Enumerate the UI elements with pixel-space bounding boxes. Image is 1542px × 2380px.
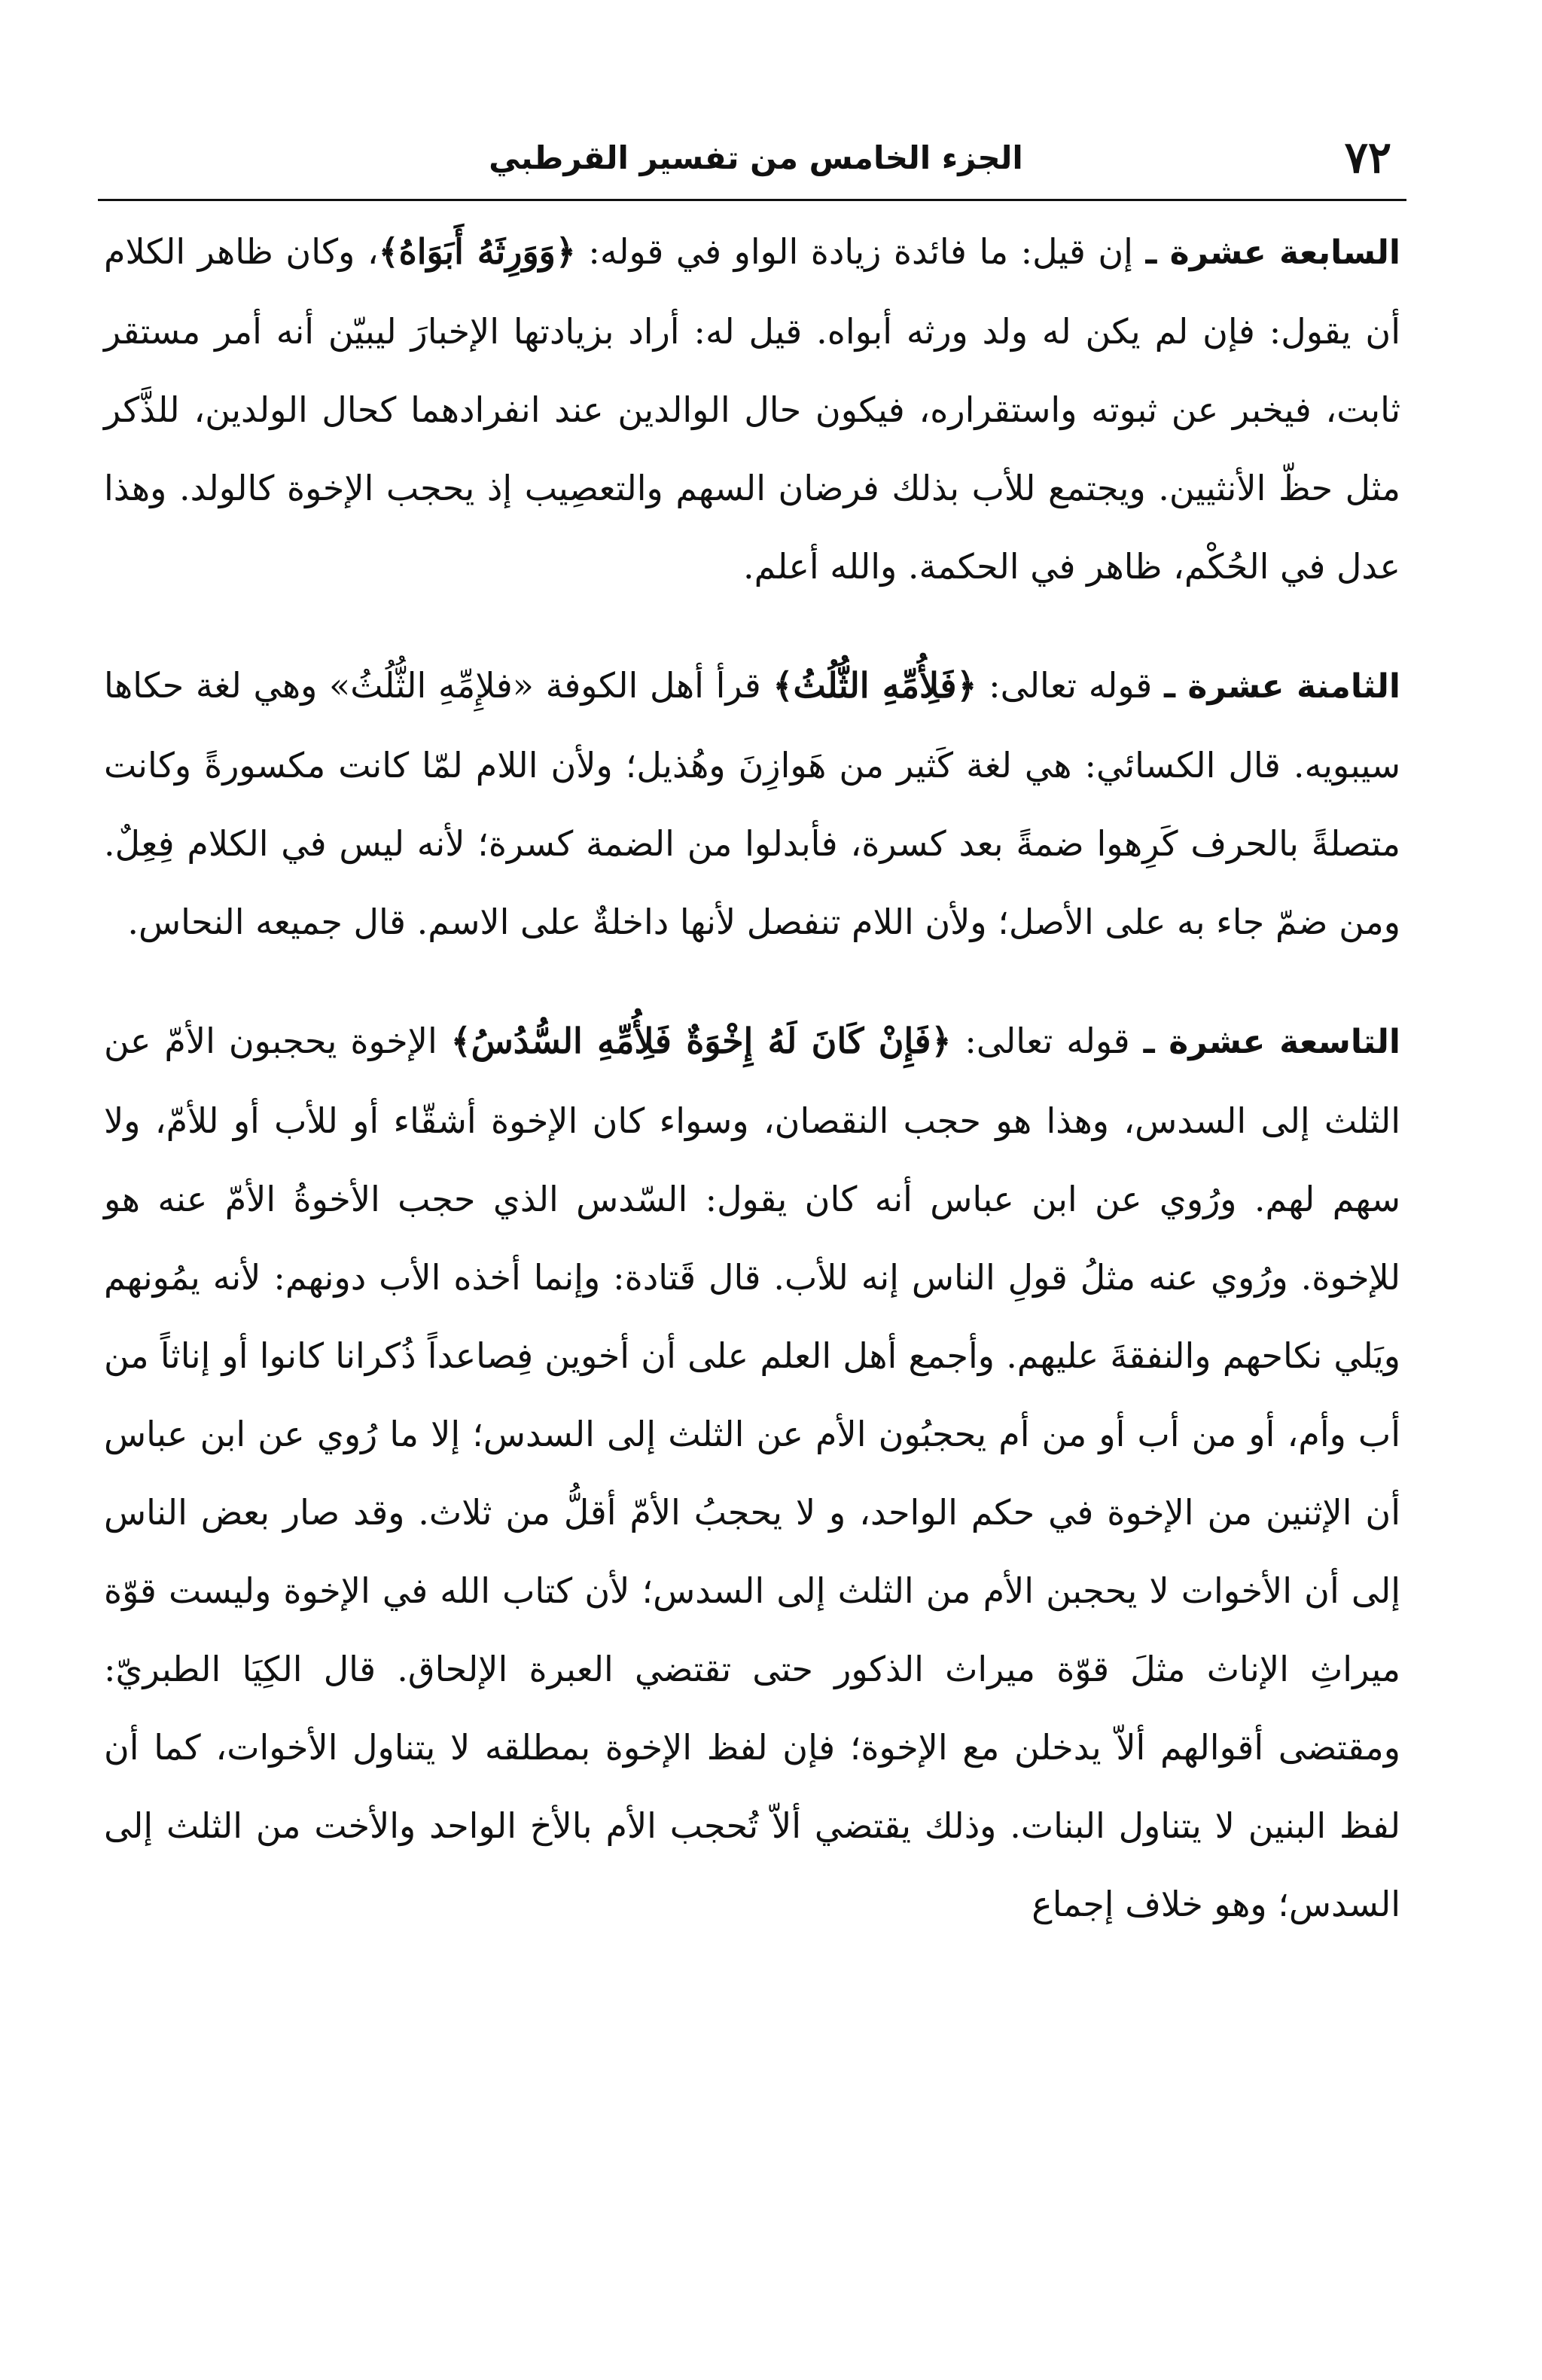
paragraph-text: إن قيل: ما فائدة زيادة الواو في قوله: — [575, 231, 1146, 272]
running-head: الجزء الخامس من تفسير القرطبي — [489, 139, 1023, 176]
section-label: التاسعة عشرة ـ — [1143, 1023, 1400, 1061]
section-label: الثامنة عشرة ـ — [1163, 667, 1401, 706]
section-label: السابعة عشرة ـ — [1145, 233, 1401, 272]
paragraph-text: قوله تعالى: — [977, 665, 1164, 706]
paragraph-eighteenth — [104, 646, 1400, 961]
page-header — [105, 132, 1406, 192]
quran-quote: ﴿فَلِأُمِّهِ الثُّلُثُ﴾ — [773, 665, 977, 706]
page-number: ٧٢ — [1344, 132, 1391, 183]
paragraph-nineteenth — [104, 1002, 1400, 1943]
paragraph-text: قوله تعالى: — [951, 1021, 1144, 1061]
paragraph-seventeenth — [104, 212, 1400, 606]
quran-quote: ﴿وَوَرِثَهُ أَبَوَاهُ﴾ — [378, 231, 576, 272]
paragraph-text: قرأ أهل الكوفة «فلإِمِّهِ الثُّلُثُ» وهي لغة حكاها سيبويه. قال الكسائي: هي لغة كَثير من هَوازِنَ وهُذيل؛ ولأن اللام لمّا كانت مكسورةً وكانت متصلةً بالحرف كَرِهوا ضمةً بعد كسرة، فأبدلوا من الضمة كسرة؛ لأنه ليس في الكلام فِعِلٌ. ومن ضمّ جاء به على الأصل؛ ولأن اللام تنفصل لأنها داخلةٌ على الاسم. قال جميعه النحاس. — [104, 665, 1400, 942]
paragraph-text: ، وكان ظاهر الكلام أن يقول: فإن لم يكن له ولد ورثه أبواه. قيل له: أراد بزيادتها الإخبارَ ليبيّن أنه أمر مستقر ثابت، فيخبر عن ثبوته واستقراره، فيكون حال الوالدين عند انفرادهما كحال الولدين، للذَّكر مثل حظّ الأنثيين. ويجتمع للأب بذلك فرضان السهم والتعصِيب إذ يحجب الإخوة كالولد. وهذا عدل في الحُكْم، ظاهر في الحكمة. والله أعلم. — [104, 231, 1400, 587]
quran-quote: ﴿فَإِنْ كَانَ لَهُ إِخْوَةٌ فَلِأُمِّهِ السُّدُسُ﴾ — [450, 1021, 952, 1061]
header-rule — [98, 199, 1406, 201]
body-text — [104, 212, 1400, 1943]
paragraph-text: الإخوة يحجبون الأمّ عن الثلث إلى السدس، وهذا هو حجب النقصان، وسواء كان الإخوة أشقّاء أو للأب أو للأمّ، ولا سهم لهم. ورُوي عن ابن عباس أنه كان يقول: السّدس الذي حجب الأخوةُ الأمّ عنه هو للإخوة. ورُوي عنه مثلُ قولِ الناس إنه للأب. قال قَتادة: وإنما أخذه الأب دونهم: لأنه يمُونهم ويَلي نكاحهم والنفقةَ عليهم. وأجمع أهل العلم على أن أخوين فِصاعداً ذُكرانا كانوا أو إناثاً من أب وأم، أو من أب أو من أم يحجبُون الأم عن الثلث إلى السدس؛ إلا ما رُوي عن ابن عباس أن الإثنين من الإخوة في حكم الواحد، و لا يحجبُ الأمّ أقلُّ من ثلاث. وقد صار بعض الناس إلى أن الأخوات لا يحجبن الأم من الثلث إلى السدس؛ لأن كتاب الله في الإخوة وليست قوّة ميراثِ الإناث مثلَ قوّة ميراث الذكور حتى تقتضي العبرة الإلحاق. قال الكِيَا الطبريّ: ومقتضى أقوالهم ألاّ يدخلن مع الإخوة؛ فإن لفظ الإخوة بمطلقه لا يتناول الأخوات، كما أن لفظ البنين لا يتناول البنات. وذلك يقتضي ألاّ تُحجب الأم بالأخ الواحد والأخت من الثلث إلى السدس؛ وهو خلاف إجماع — [104, 1021, 1400, 1924]
